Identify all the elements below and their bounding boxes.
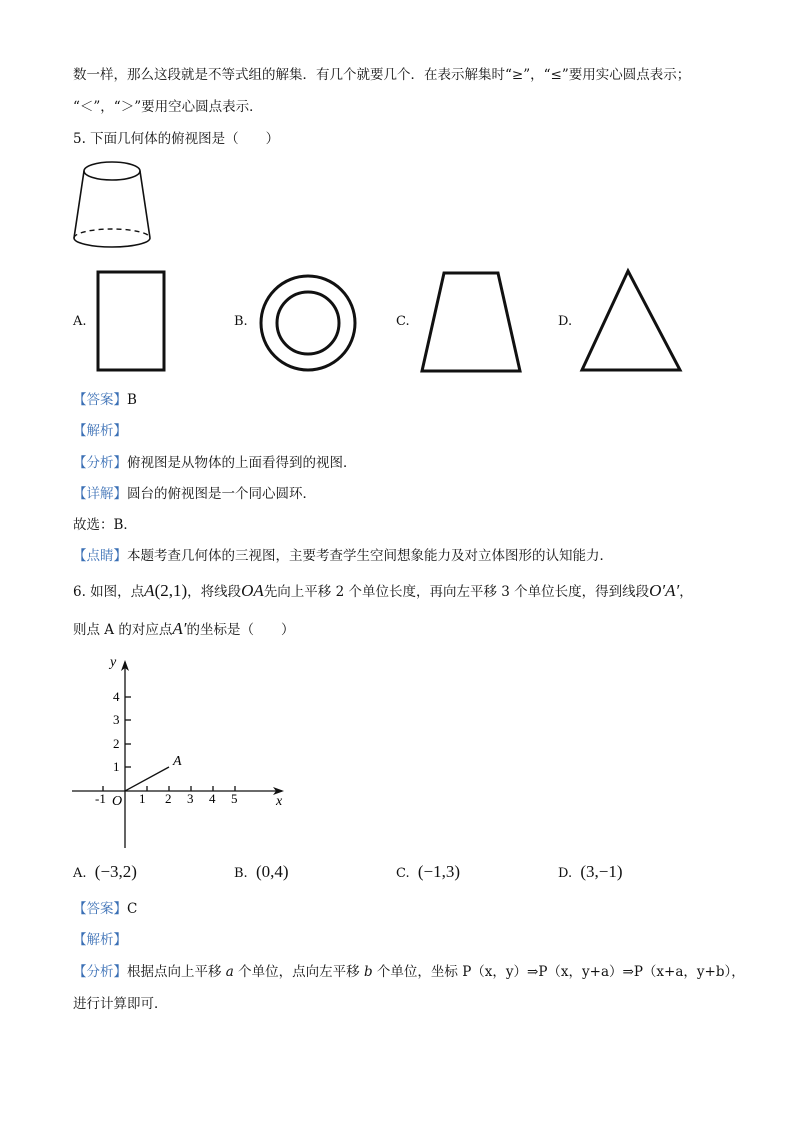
option-c-trapezoid[interactable] <box>416 268 526 376</box>
q6-fenxi: 【分析】根据点向上平移 a 个单位，点向左平移 b 个单位，坐标 P（x，y）⇒P（x，y+a）⇒P（x+a，y+b）， <box>73 964 745 980</box>
q5-jiexi-heading: 【解析】 <box>73 423 127 439</box>
q6-fenxi-line-2: 进行计算即可． <box>73 996 168 1012</box>
q5-dianjing: 【点睛】本题考查几何体的三视图，主要考查学生空间想象能力及对立体图形的认知能力． <box>73 548 613 564</box>
y-tick-label: 3 <box>113 712 120 727</box>
option-a-rectangle[interactable] <box>94 268 168 374</box>
q5-fenxi: 【分析】俯视图是从物体的上面看得到的视图． <box>73 455 357 471</box>
y-tick-label: 1 <box>113 759 120 774</box>
q5-option-a-label[interactable]: A. <box>73 314 87 329</box>
x-tick-label: -1 <box>95 791 106 806</box>
q5-option-c-label[interactable]: C. <box>396 314 410 329</box>
x-tick-label: 1 <box>139 791 146 806</box>
intro-line-1: 数一样，那么这段就是不等式组的解集．有几个就要几个．在表示解集时“≥”，“≤”要用实心圆点表示； <box>73 67 691 83</box>
q6-option-d[interactable]: D. (3,−1) <box>558 862 623 881</box>
option-d-triangle[interactable] <box>576 266 686 376</box>
point-a-label: A <box>173 754 182 769</box>
q5-answer: 【答案】B <box>73 392 137 408</box>
y-axis-label: y <box>110 655 117 670</box>
y-tick-label: 4 <box>113 689 120 704</box>
q5-xiangjie: 【详解】圆台的俯视图是一个同心圆环． <box>73 486 316 502</box>
option-b-concentric-circles[interactable] <box>257 272 359 374</box>
q5-conclusion: 故选：B． <box>73 517 137 533</box>
x-tick-label: 2 <box>165 791 172 806</box>
coordinate-graph <box>70 650 295 855</box>
q6-option-b[interactable]: B. (0,4) <box>234 862 289 881</box>
frustum-figure <box>70 158 154 254</box>
q6-stem-line-1: 6. 如图，点A(2,1)，将线段OA先向上平移 2 个单位长度，再向左平移 3 个单位长度，得到线段O′A′， <box>73 581 693 600</box>
q5-option-b-label[interactable]: B. <box>234 314 248 329</box>
q5-stem: 5. 下面几何体的俯视图是（ ） <box>73 131 280 147</box>
x-tick-label: 3 <box>187 791 194 806</box>
x-axis-label: x <box>276 794 283 809</box>
intro-line-2: “＜”，“＞”要用空心圆点表示． <box>73 99 263 115</box>
q6-option-c[interactable]: C. (−1,3) <box>396 862 461 881</box>
q6-jiexi-heading: 【解析】 <box>73 932 127 948</box>
q6-answer: 【答案】C <box>73 901 138 917</box>
y-tick-label: 2 <box>113 736 120 751</box>
origin-label: O <box>112 794 123 809</box>
q6-option-a[interactable]: A. (−3,2) <box>73 862 137 881</box>
x-tick-label: 4 <box>209 791 216 806</box>
q6-stem-line-2: 则点 A 的对应点A′的坐标是（ ） <box>73 619 295 638</box>
q5-option-d-label[interactable]: D. <box>558 314 573 329</box>
x-tick-label: 5 <box>231 791 238 806</box>
